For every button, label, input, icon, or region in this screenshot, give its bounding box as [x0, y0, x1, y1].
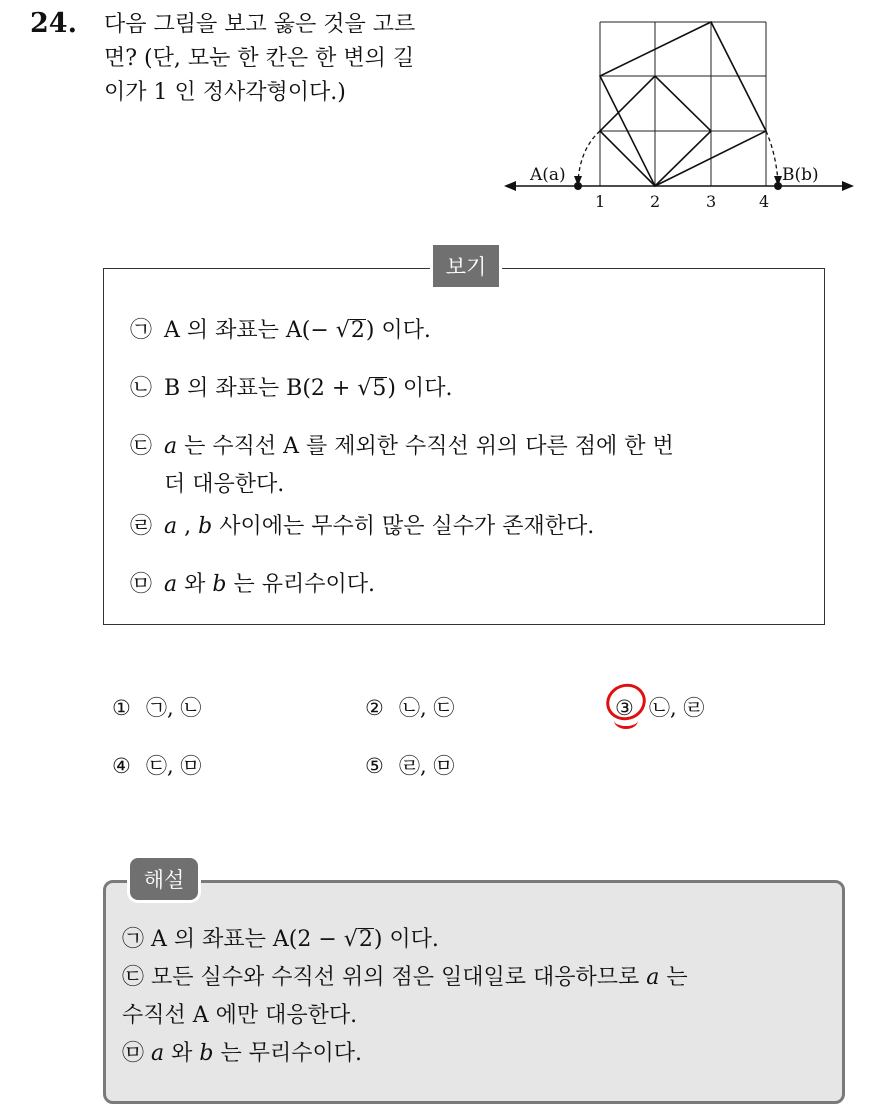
- bogi-item: ㉡ B 의 좌표는 B(2 + √5) 이다.: [130, 370, 452, 408]
- item-mark: ㉢: [130, 434, 153, 459]
- label-a: A(a): [530, 165, 566, 185]
- item-mark: ㉡: [130, 376, 153, 401]
- solution-line: ㉠ A 의 좌표는 A(2 − √2) 이다.: [122, 927, 439, 952]
- solution-line: 수직선 A 에만 대응한다.: [122, 1003, 358, 1028]
- question-line: 면? (단, 모눈 한 칸은 한 변의 길: [104, 46, 415, 71]
- choice-5[interactable]: ⑤ ㉣, ㉤: [365, 754, 455, 778]
- choice-4[interactable]: ④ ㉢, ㉤: [112, 754, 202, 778]
- item-mark: ㉣: [130, 514, 153, 539]
- item-mark: ㉤: [130, 572, 153, 597]
- item-mark: ㉠: [130, 318, 153, 343]
- bogi-item: ㉣ a , b 사이에는 무수히 많은 실수가 존재한다.: [130, 508, 594, 546]
- number-line-figure: [500, 14, 860, 214]
- bogi-item: ㉢ a 는 수직선 A 를 제외한 수직선 위의 다른 점에 한 번 더 대응한다.: [130, 428, 674, 504]
- answer-mark-tail: [614, 712, 638, 729]
- solution-line: ㉤ a 와 b 는 무리수이다.: [122, 1041, 362, 1066]
- question-text: [104, 8, 484, 110]
- question-line: 다음 그림을 보고 옳은 것을 고르: [104, 12, 416, 37]
- arrow-heads: [574, 176, 782, 186]
- bogi-item: ㉤ a 와 b 는 유리수이다.: [130, 566, 375, 604]
- choice-3[interactable]: ③ ㉡, ㉣: [615, 696, 705, 720]
- tick-label: 1: [595, 192, 606, 211]
- tick-label: 2: [650, 192, 661, 211]
- solution-title: 해설: [130, 858, 198, 900]
- bogi-item: ㉠ A 의 좌표는 A(− √2) 이다.: [130, 312, 431, 350]
- label-b: B(b): [782, 165, 819, 185]
- point-b: [774, 182, 782, 190]
- point-a: [574, 182, 582, 190]
- solution-line: ㉢ 모든 실수와 수직선 위의 점은 일대일로 대응하므로 a 는: [122, 965, 688, 990]
- tick-label: 3: [706, 192, 717, 211]
- choice-2[interactable]: ② ㉡, ㉢: [365, 696, 455, 720]
- question-line: 이가 1 인 정사각형이다.): [104, 80, 346, 105]
- question-number: 24.: [30, 8, 77, 39]
- choice-1[interactable]: ① ㉠, ㉡: [112, 696, 202, 720]
- squares: [600, 22, 766, 186]
- tick-label: 4: [759, 192, 770, 211]
- bogi-title: 보기: [433, 245, 499, 287]
